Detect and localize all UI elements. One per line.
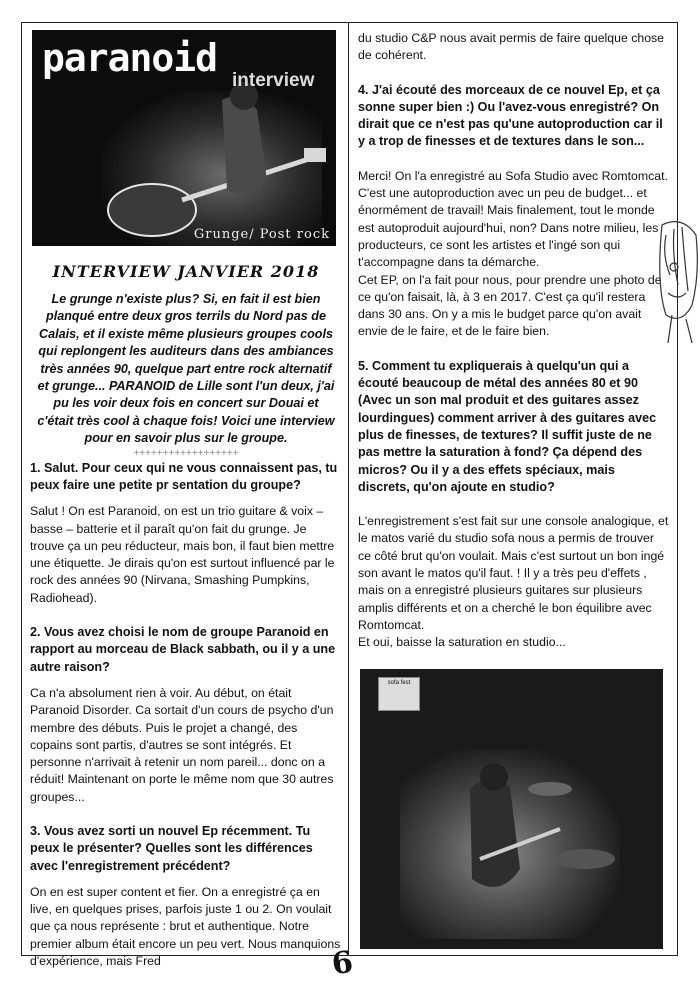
- answer-3-continuation: du studio C&P nous avait permis de faire quelque chose de cohérent.: [358, 31, 665, 63]
- answer-2: Ca n'a absolument rien à voir. Au début, on était Paranoid Disorder. Ca sortait d'un cours de psycho d'un membre des débuts. Puis le projet a changé, des copains sont partis, d'autres se sont intégrés. Et personne n'arrivait à retenir un nom pareil... donc on a réduit! Maintenant on porte le même nom que 30 autres groupes...: [30, 685, 334, 804]
- column-divider: [348, 22, 349, 956]
- interview-heading: INTERVIEW JANVIER 2018: [52, 262, 320, 281]
- question-3: 3. Vous avez sorti un nouvel Ep récemment. Tu peux le présenter? Quelles sont les différences avec l'enregistrement précédent?: [30, 824, 313, 873]
- question-1: 1. Salut. Pour ceux qui ne vous connaissent pas, tu peux faire une petite pr sentation du groupe?: [30, 460, 338, 492]
- question-5: 5. Comment tu expliquerais à quelqu'un qui a écouté beaucoup de métal des années 80 et 90 (Avec un son mal produit et des guitares assez lourdingues) comment arriver à des guitares avec plus de finesses, de textures? Il suffit juste de ne pas mettre la saturation à fond? Ça dépend des micros? Ou il y a des effets spéciaux, mais discrets, qu'on ajoute en studio?: [358, 358, 657, 494]
- concert-photo: [360, 669, 663, 949]
- right-column: [358, 30, 670, 949]
- caricature-doodle: [652, 215, 700, 345]
- separator: ++++++++++++++++++: [133, 447, 239, 459]
- band-name: paranoid: [42, 36, 218, 80]
- answer-4-part-2: Cet EP, on l'a fait pour nous, pour prendre une photo de ce qu'on faisait, là, à 3 en 2017. C'est ça qu'il restera dans 30 ans. On y a mis le budget parce qu'on avait envie de le faire, et de le faire bien.: [358, 272, 662, 339]
- page-number: 6: [329, 944, 356, 983]
- answer-1: Salut ! On est Paranoid, on est un trio guitare & voix – basse – batterie et il paraît qu'on fait du grunge. Je trouve ça un peu réducteur, mais bon, il faut bien mettre une étiquette. Je dirais qu'on est surtout influencé par le rock des années 90 (Nirvana, Smashing Pumpkins, Radiohead).: [30, 504, 335, 605]
- question-2: 2. Vous avez choisi le nom de groupe Paranoid en rapport au morceau de Black sabbath, ou il y a une autre raison?: [30, 625, 336, 674]
- photo-poster: sofa fest: [378, 677, 420, 711]
- answer-5-part-2: Et oui, baisse la saturation en studio...: [358, 635, 566, 650]
- question-4: 4. J'ai écouté des morceaux de ce nouvel Ep, et ça sonne super bien :) Ou l'avez-vous enregistré? On dirait que ce n'est pas qu'une autoproduction car il y a trop de finesses et de textures dans le son...: [358, 82, 663, 149]
- answer-5: L'enregistrement s'est fait sur une console analogique, et le matos varié du studio sofa nous a permis de trouver ce côté brut qu'on voulait. Mais c'est surtout un bon ingé son avant le matos qu'il faut. ! Il y a très peu d'effets , mais on a enregistré plusieurs guitares sur plusieurs amplis différents et on a cherché le bon équilibre avec Romtomcat.: [358, 514, 669, 632]
- header-photo: [32, 30, 336, 246]
- concert-silhouettes: [360, 669, 663, 949]
- header-subtitle: interview: [232, 70, 315, 91]
- left-column: [30, 30, 342, 970]
- answer-3: On en est super content et fier. On a enregistré ça en live, en quelques prises, parfois juste 1 ou 2. On voulait que ça nous représente : brut et authentique. Notre premier album était encore un peu vert. Nous manquions d'expérience, mais Fred: [30, 884, 341, 969]
- genre-label: Grunge/ Post rock: [193, 227, 330, 242]
- intro-paragraph: Le grunge n'existe plus? Si, en fait il est bien planqué entre deux gros terrils du Nord pas de Calais, et il existe même plusieurs groupes cools qui replongent les auditeurs dans des ambiances très années 90, quelque part entre rock alternatif et grunge... PARANOID de Lille sont l'un deux, j'ai pu les voir deux fois en concert sur Douai et c'était très cool à chaque fois! Voici une interview pour en savoir plus sur le groupe.: [37, 292, 335, 446]
- answer-4: Merci! On l'a enregistré au Sofa Studio avec Romtomcat. C'est une autoproduction avec un peu de budget... et énormément de travail! Mais finalement, tout le monde est autoproduit aujourd'hui, non? Dans notre milieu, les producteurs, ce sont les artistes et l'ingé son qui t'accompagne dans ta démarche.: [358, 168, 668, 270]
